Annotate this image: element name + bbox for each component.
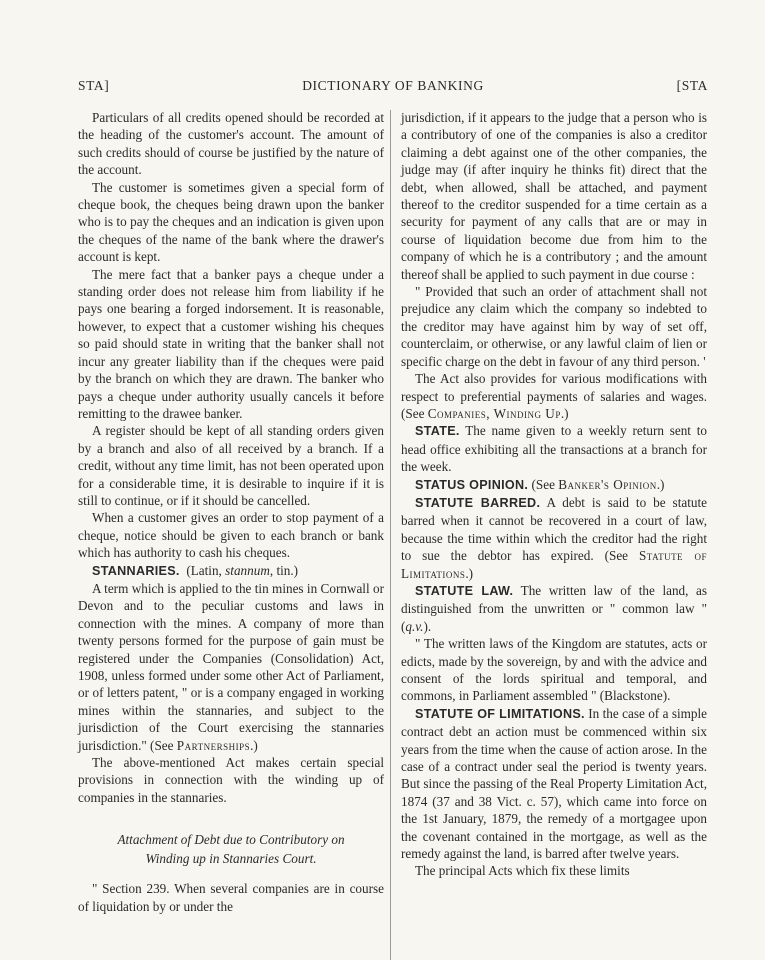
entry-text: (See bbox=[528, 476, 559, 492]
entry-text-end: .) bbox=[656, 476, 665, 492]
paragraph: A register should be kept of all standing orders given by a branch and also of all received by a branch. If a credit, without any time limit, has not been operated upon for a considerable time, it is desirable to inquire if it is still to continue, or if it should be cancelled. bbox=[78, 423, 384, 508]
header-left-guide: STA] bbox=[78, 78, 110, 93]
subheading-line-2: Winding up in Stannaries Court. bbox=[145, 851, 317, 867]
paragraph bbox=[401, 370, 707, 422]
cross-reference: Statute of Limitations bbox=[401, 548, 707, 581]
paragraph: jurisdiction, if it appears to the judge that a person who is a contributory of one of the companies is also a creditor claiming a debt against one of the other companies, the judge may (if after inquiry he thinks fit) direct that the debt, when allowed, shall be attached, and payment thereof to the creditor suspended for a time certain as a security for payment of any calls that are or may in course of liquidation become due from him to the company of which he is a contributory ; and the amount thereof shall be applied to such payment in due course : bbox=[401, 110, 707, 282]
entry-statute-of-limitations bbox=[401, 705, 707, 863]
entry-text: The name given to a weekly return sent to head office exhibiting all the transactions at a branch for the week. bbox=[401, 423, 707, 475]
header-title: DICTIONARY OF BANKING bbox=[302, 78, 484, 93]
paragraph: The customer is sometimes given a special form of cheque book, the cheques being drawn upon the banker who is to pay the cheques and an indication is given upon the cheques of the name of the bank where the drawer's account is kept. bbox=[78, 179, 384, 265]
etymology-open: (Latin, bbox=[186, 562, 226, 578]
quod-vide: q.v. bbox=[405, 618, 424, 634]
entry-state bbox=[401, 422, 707, 475]
entry-text-end: ). bbox=[423, 618, 432, 634]
right-column bbox=[401, 109, 707, 880]
paragraph: The mere fact that a banker pays a cheque under a standing order does not release him from liability if he pays one bearing a forged indorsement. It is reasonable, however, to expect that a customer wishing his cheques so paid should state in writing that the banker shall not incur any greater liability than if the cheques were paid by the branch on which they are drawn. The banker who pays a cheque under authority usually cancels it before remitting to the drawee banker. bbox=[78, 266, 384, 421]
entry-text: In the case of a simple contract debt an action must be commenced within six years from the time when the cause of action arose. In the case of a contract under seal the period is twenty years. But since the passing of the Real Property Limitation Act, 1874 (37 and 38 Vict. c. 57), which came into force on the 1st January, 1879, the remedy of a mortgagee upon the covenant contained in the mortgage, as well as the remedy against the land, is barred after twelve years. bbox=[401, 705, 707, 862]
paragraph: " Section 239. When several companies are in course of liquidation by or under the bbox=[78, 881, 384, 914]
paragraph: " The written laws of the Kingdom are statutes, acts or edicts, made by the sovereign, by and with the advice and consent of the lords spiritual and temporal, and commons, in Parliament assembled " (Blackstone). bbox=[401, 636, 707, 704]
paragraph: When a customer gives an order to stop payment of a cheque, notice should be given to each branch or bank which has authority to cash his cheques. bbox=[78, 510, 384, 561]
section-subheading bbox=[78, 830, 384, 868]
entry-status-opinion bbox=[401, 476, 707, 494]
cross-reference: Companies, Winding Up bbox=[427, 405, 561, 421]
header-right-guide: [STA bbox=[676, 78, 708, 93]
paragraph-text-end: .) bbox=[560, 405, 569, 421]
entry-statute-barred bbox=[401, 494, 707, 582]
paragraph bbox=[78, 580, 384, 754]
cross-reference: Partnerships bbox=[176, 737, 251, 753]
headword-statute-of-limitations: STATUTE OF LIMITATIONS. bbox=[415, 706, 585, 721]
paragraph: The principal Acts which fix these limits bbox=[415, 863, 630, 879]
headword-stannaries: STANNARIES. bbox=[92, 563, 180, 578]
headword-statute-barred: STATUTE BARRED. bbox=[415, 495, 541, 510]
entry-text: A debt is said to be statute barred when it cannot be recovered in a court of law, because the time within which the creditor had the right to sue the debtor has expired. (See bbox=[401, 494, 707, 564]
left-column bbox=[78, 109, 384, 915]
paragraph: Particulars of all credits opened should be recorded at the heading of the customer's account. The amount of such credits should of course be justified by the nature of the account. bbox=[78, 110, 384, 178]
entry-stannaries bbox=[78, 562, 384, 580]
subheading-line-1: Attachment of Debt due to Contributory on bbox=[117, 832, 345, 848]
headword-state: STATE. bbox=[415, 424, 460, 439]
entry-statute-law bbox=[401, 582, 707, 635]
paragraph-text: The Act also provides for various modifications with respect to preferential payments of salaries and wages. (See bbox=[401, 371, 707, 421]
column-divider bbox=[390, 110, 391, 960]
paragraph: " Provided that such an order of attachment shall not prejudice any claim which the company so indebted to the creditor may have against him by way of set off, counterclaim, or otherwise, or any lawful claim of lien or specific charge on the debt in favour of any third person. ' bbox=[401, 284, 707, 369]
etymology-close: , tin.) bbox=[269, 562, 299, 578]
latin-term: stannum bbox=[225, 562, 270, 578]
cross-reference: Banker's Opinion bbox=[558, 476, 657, 492]
running-header bbox=[78, 78, 708, 96]
paragraph-text-end: .) bbox=[250, 737, 258, 753]
entry-text-end: .) bbox=[465, 565, 474, 581]
paragraph-text: A term which is applied to the tin mines in Cornwall or Devon and to the peculiar customs and laws in connection with the mines. A company of more than twenty persons formed for the purpose of gain must be registered under the Companies (Consolidation) Act, 1908, unless formed under some other Act of Parliament, or of letters patent, " or is a company engaged in working mines within the stannaries, and subject to the jurisdiction of the Court exercising the stannaries jurisdiction." (See bbox=[78, 580, 384, 753]
headword-statute-law: STATUTE LAW. bbox=[415, 583, 514, 598]
headword-status-opinion: STATUS OPINION. bbox=[415, 477, 529, 492]
paragraph: The above-mentioned Act makes certain special provisions in connection with the winding up of companies in the stannaries. bbox=[78, 755, 384, 805]
entry-text: The written law of the land, as distinguished from the unwritten or " common law " ( bbox=[401, 582, 707, 634]
